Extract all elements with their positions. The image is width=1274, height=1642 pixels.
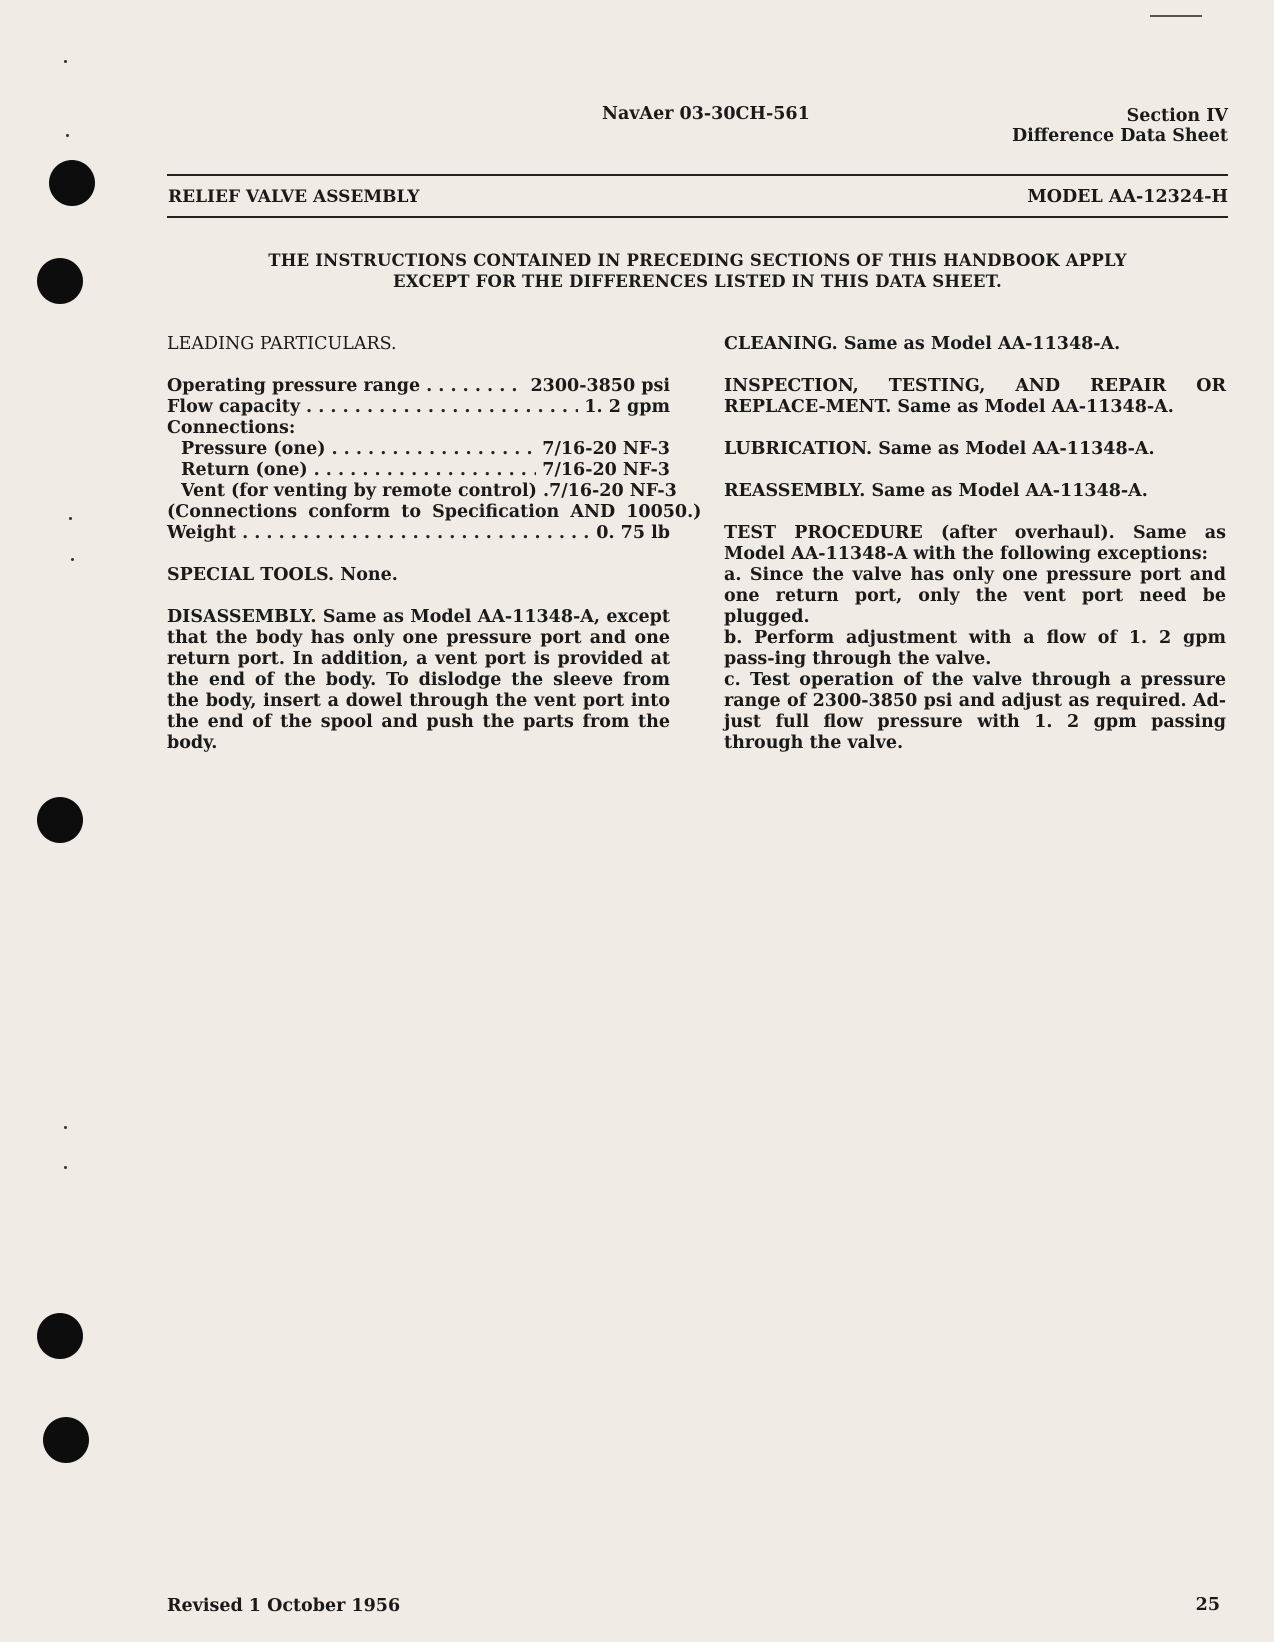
scan-mark <box>1150 15 1202 17</box>
model-number: MODEL AA-12324-H <box>1027 187 1228 207</box>
scan-speck <box>71 558 74 561</box>
scan-speck <box>66 134 69 137</box>
leading-particulars-heading: LEADING PARTICULARS. <box>167 334 397 354</box>
special-tools: SPECIAL TOOLS. None. <box>167 565 398 585</box>
connection-row <box>167 460 670 481</box>
scan-speck <box>64 1166 67 1169</box>
leader-dots <box>314 460 537 481</box>
connection-row <box>167 481 677 502</box>
leader-dots <box>331 439 536 460</box>
right-column <box>724 334 1226 754</box>
particular-row <box>167 397 670 418</box>
test-step-a: a. Since the valve has only one pressure port and one return port, only the vent port need be plugged. <box>724 565 1226 627</box>
reassembly-paragraph: REASSEMBLY. Same as Model AA-11348-A. <box>724 481 1148 501</box>
connection-label: Vent (for venting by remote control) . <box>181 481 550 501</box>
weight-row <box>167 523 670 544</box>
leader-dots <box>242 523 590 544</box>
connection-label: Return (one) <box>181 460 308 480</box>
notice-line-1: THE INSTRUCTIONS CONTAINED IN PRECEDING SECTIONS OF THIS HANDBOOK APPLY <box>268 251 1127 270</box>
scan-speck <box>69 517 72 520</box>
connection-value: 7/16-20 NF-3 <box>542 439 670 459</box>
subject-title: RELIEF VALVE ASSEMBLY <box>168 187 420 207</box>
test-step-b: b. Perform adjustment with a flow of 1. 2 gpm pass-ing through the valve. <box>724 628 1226 669</box>
connection-value: 7/16-20 NF-3 <box>542 460 670 480</box>
leader-dots <box>306 397 578 418</box>
binder-hole-1 <box>49 160 95 206</box>
notice-line-2: EXCEPT FOR THE DIFFERENCES LISTED IN THIS DATA SHEET. <box>393 272 1002 291</box>
binder-hole-3 <box>37 797 83 843</box>
particular-row <box>167 376 670 397</box>
revision-date: Revised 1 October 1956 <box>167 1596 401 1616</box>
binder-hole-4 <box>37 1313 83 1359</box>
left-column <box>167 334 702 754</box>
binder-hole-5 <box>43 1417 89 1463</box>
connection-label: Pressure (one) <box>181 439 326 459</box>
binder-hole-2 <box>37 258 83 304</box>
particular-value: 2300-3850 psi <box>530 376 670 396</box>
header-rule-bottom <box>167 216 1228 218</box>
lubrication-paragraph: LUBRICATION. Same as Model AA-11348-A. <box>724 439 1155 459</box>
test-procedure-paragraph: TEST PROCEDURE (after overhaul). Same as Model AA-11348-A with the following exceptions: <box>724 523 1226 564</box>
test-step-c: c. Test operation of the valve through a pressure range of 2300-3850 psi and adjust as required. Ad-just full flow pressure with 1. 2 gpm passing through the valve. <box>724 670 1226 753</box>
particular-label: Flow capacity <box>167 397 301 417</box>
connections-label: Connections: <box>167 418 296 438</box>
doc-number: NavAer 03-30CH-561 <box>602 104 810 124</box>
disassembly-paragraph: DISASSEMBLY. Same as Model AA-11348-A, except that the body has only one pressure port and one return port. In addition, a vent port is provided at the end of the body. To dislodge the sleeve from the body, insert a dowel through the vent port into the end of the spool and push the parts from the body. <box>167 607 670 753</box>
section-title: Difference Data Sheet <box>1011 126 1228 146</box>
connection-row <box>167 439 670 460</box>
page-number: 25 <box>1195 1595 1220 1615</box>
connection-value: 7/16-20 NF-3 <box>549 481 677 501</box>
weight-label: Weight <box>167 523 237 543</box>
leader-dots <box>426 376 524 397</box>
scan-speck <box>64 1126 67 1129</box>
particular-value: 1. 2 gpm <box>584 397 670 417</box>
scan-speck <box>64 60 67 63</box>
cleaning-paragraph: CLEANING. Same as Model AA-11348-A. <box>724 334 1121 354</box>
header-rule-top <box>167 174 1228 176</box>
section-label: Section IV <box>1126 106 1228 126</box>
connections-conform-note: (Connections conform to Specification AND 10050.) <box>167 502 702 522</box>
weight-value: 0. 75 lb <box>596 523 670 543</box>
particular-label: Operating pressure range <box>167 376 421 396</box>
inspection-paragraph: INSPECTION, TESTING, AND REPAIR OR REPLACE-MENT. Same as Model AA-11348-A. <box>724 376 1226 417</box>
